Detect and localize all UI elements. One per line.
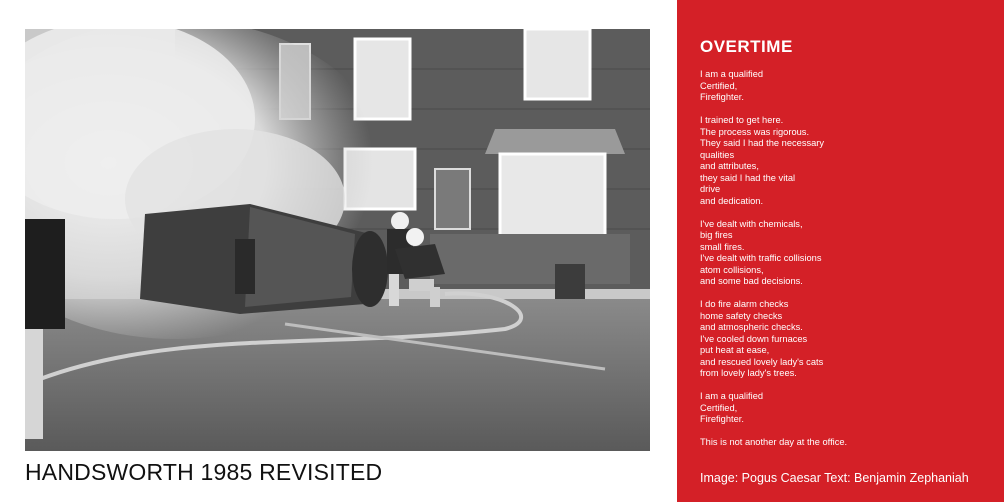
poem-line: put heat at ease, xyxy=(700,345,770,355)
poem-title: OVERTIME xyxy=(700,37,793,56)
poem-line: The process was rigorous. xyxy=(700,126,810,137)
poem-line: and atmospheric checks. xyxy=(700,322,803,332)
photo-illustration xyxy=(25,29,650,451)
poem-stanza xyxy=(700,219,990,288)
poem-line: I've cooled down furnaces xyxy=(700,333,808,344)
poem-line: and dedication. xyxy=(700,195,764,206)
poem-line: This is not another day at the office. xyxy=(700,437,848,447)
book-title: HANDSWORTH 1985 REVISITED xyxy=(25,459,383,485)
poem-line: from lovely lady's trees. xyxy=(700,368,797,378)
poem-stanza xyxy=(700,69,990,104)
credits: Image: Pogus Caesar Text: Benjamin Zephaniah xyxy=(700,471,969,485)
poem-stanza xyxy=(700,299,990,380)
poem-line: I've dealt with chemicals, xyxy=(700,218,803,229)
poem-line: drive xyxy=(700,184,721,194)
poem-line: I am a qualified xyxy=(700,391,764,401)
poem-line: I've dealt with traffic collisions xyxy=(700,253,822,263)
poem-stanza xyxy=(700,115,990,207)
poem-line: qualities xyxy=(700,149,735,160)
poem-line: small fires. xyxy=(700,241,745,252)
poem-line: I trained to get here. xyxy=(700,115,784,125)
poem-line: Certified, xyxy=(700,402,738,413)
poem-stanza xyxy=(700,437,990,449)
poem-line: Firefighter. xyxy=(700,92,744,102)
poem-line: Certified, xyxy=(700,80,738,91)
poem-body xyxy=(700,69,990,460)
poem-line: atom collisions, xyxy=(700,264,764,275)
poem-line: and rescued lovely lady's cats xyxy=(700,356,824,367)
poem-line: I am a qualified xyxy=(700,69,764,79)
poem-line: big fires xyxy=(700,230,733,240)
poem-line: and some bad decisions. xyxy=(700,276,803,286)
right-page xyxy=(677,0,1004,502)
poem-line: I do fire alarm checks xyxy=(700,299,789,309)
poem-line: home safety checks xyxy=(700,310,783,321)
poem-line: and attributes, xyxy=(700,161,759,171)
poem-stanza xyxy=(700,391,990,426)
poem-line: Firefighter. xyxy=(700,414,744,424)
photograph xyxy=(25,29,650,451)
poem-line: They said I had the necessary xyxy=(700,138,825,148)
poem-line: they said I had the vital xyxy=(700,172,796,183)
